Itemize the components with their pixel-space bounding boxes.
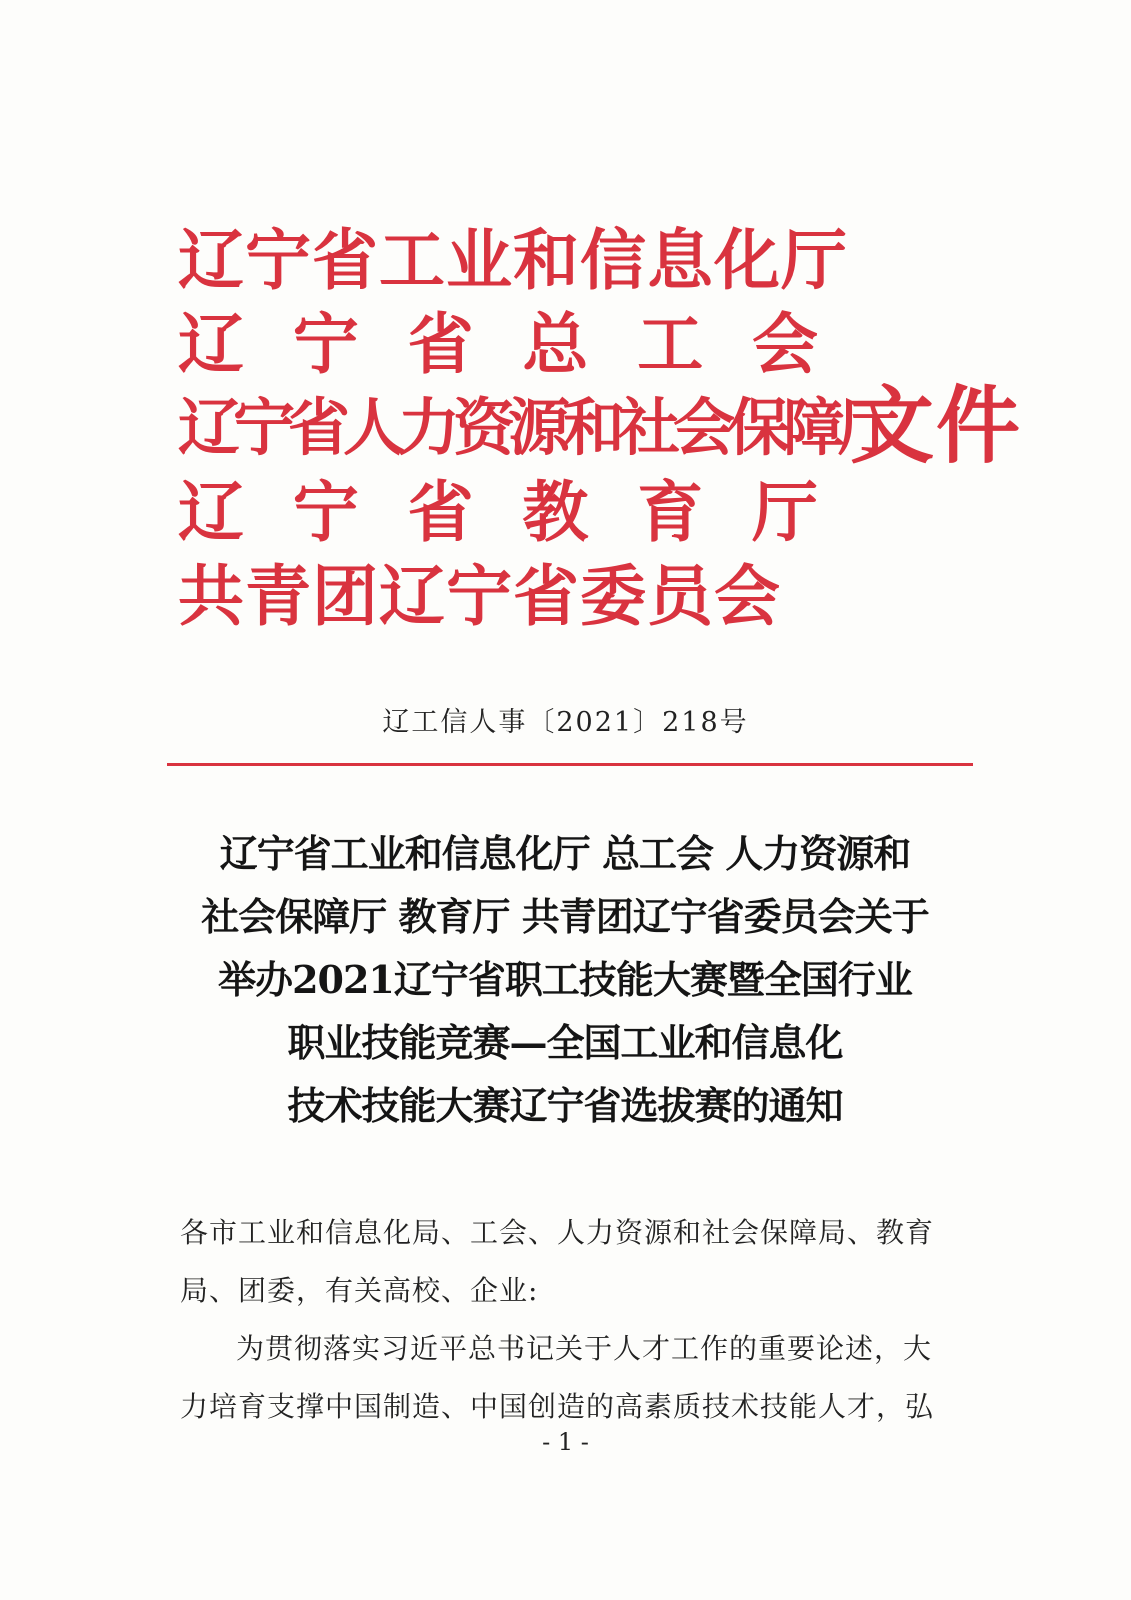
document-number: 辽工信人事〔2021〕218号 [382, 707, 749, 738]
notice-title [150, 822, 980, 1137]
issuer-char: 省 [407, 473, 474, 551]
issuer-line-2 [178, 302, 818, 386]
title-line: 辽宁省工业和信息化厅 总工会 人力资源和 [219, 831, 911, 876]
title-line: 技术技能大赛辽宁省选拔赛的通知 [287, 1083, 843, 1128]
page-number: - 1 - [542, 1428, 589, 1456]
document-suffix: 文件 [850, 376, 1023, 475]
issuer-char: 育 [637, 473, 704, 551]
title-line: 职业技能竞赛—全国工业和信息化 [287, 1020, 843, 1065]
issuer-char: 宁 [292, 473, 359, 551]
body-paragraph-line: 力培育支撑中国制造、中国创造的高素质技术技能人才，弘 [180, 1390, 935, 1423]
issuer-line-5: 共青团辽宁省委员会 [178, 557, 781, 635]
body-paragraph-line: 为贯彻落实习近平总书记关于人才工作的重要论述，大 [236, 1332, 933, 1365]
notice-body [180, 1204, 960, 1436]
issuer-char: 省 [407, 305, 474, 383]
addressee-line: 各市工业和信息化局、工会、人力资源和社会保障局、教育 [180, 1216, 935, 1249]
issuer-char: 总 [522, 305, 589, 383]
issuer-char: 辽 [178, 305, 244, 383]
issuer-char: 会 [751, 305, 818, 383]
title-line: 举办2021辽宁省职工技能大赛暨全国行业 [218, 957, 912, 1002]
issuer-char: 教 [522, 473, 589, 551]
issuer-line-4 [178, 470, 818, 554]
issuer-block [178, 218, 894, 638]
issuer-char: 辽 [178, 473, 244, 551]
issuer-char: 工 [637, 305, 704, 383]
issuer-char: 宁 [292, 305, 359, 383]
issuer-char: 厅 [751, 473, 818, 551]
red-divider [167, 763, 973, 766]
title-line: 社会保障厅 教育厅 共青团辽宁省委员会关于 [201, 894, 929, 939]
issuer-line-1: 辽宁省工业和信息化厅 [178, 221, 848, 299]
addressee-line: 局、团委，有关高校、企业: [180, 1274, 539, 1307]
issuer-line-3: 辽宁省人力资源和社会保障厅 [178, 391, 894, 464]
